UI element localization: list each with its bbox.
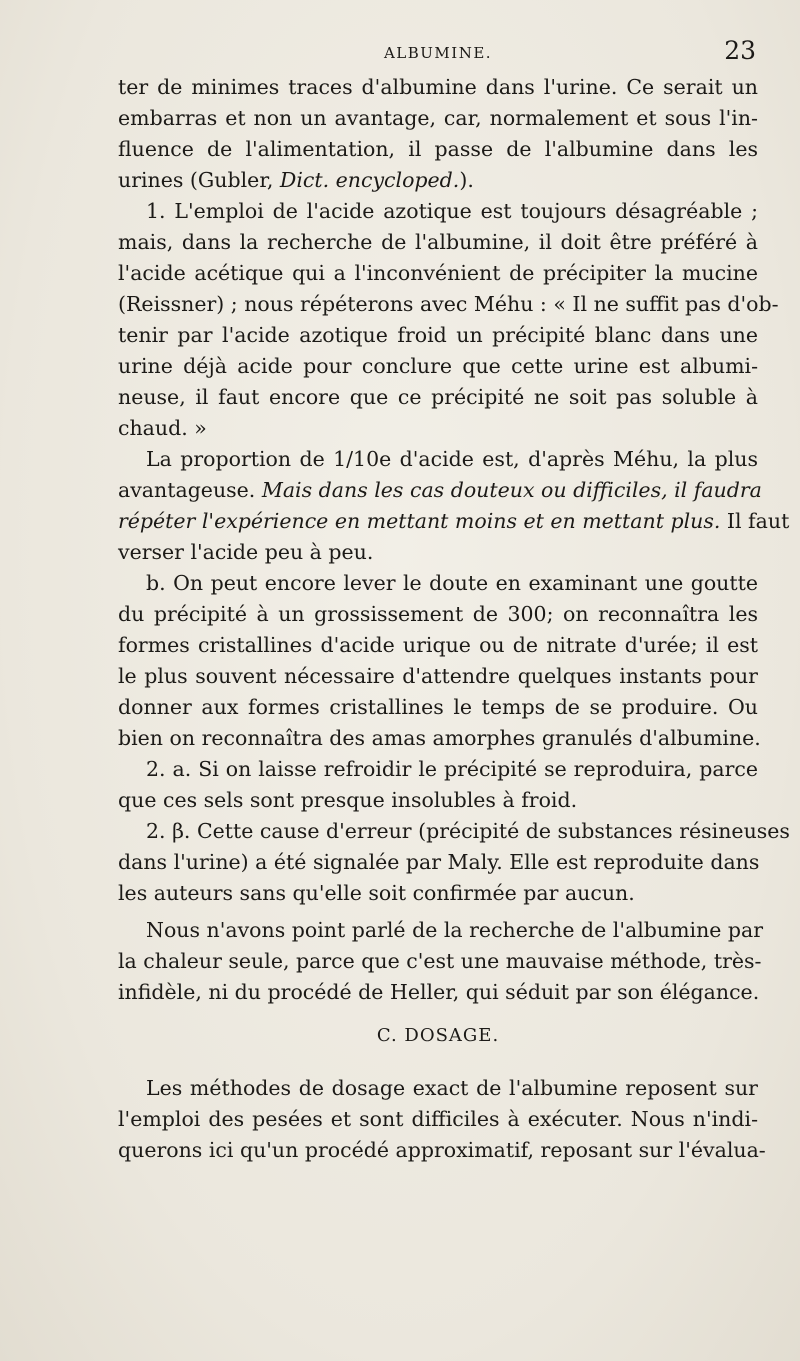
text-line: 2. β. Cette cause d'erreur (précipité de substances résineuses xyxy=(146,819,790,843)
text-line: urine déjà acide pour conclure que cette urine est albumi- xyxy=(118,354,758,378)
page-header xyxy=(118,36,758,76)
page-number: 23 xyxy=(724,36,756,65)
paragraph-7 xyxy=(118,915,764,1008)
text-line: formes cristallines d'acide urique ou de nitrate d'urée; il est xyxy=(118,633,758,657)
citation-italic: Dict. encycloped. xyxy=(279,168,460,192)
emphasis-italic: Mais dans les cas douteux ou difficiles, il faudra xyxy=(261,478,762,502)
text-line: La proportion de 1/10e d'acide est, d'après Méhu, la plus xyxy=(146,447,758,471)
paragraph-5 xyxy=(118,754,758,816)
text-line: mais, dans la recherche de l'albumine, il doit être préféré à xyxy=(118,230,758,254)
paragraph-3 xyxy=(118,444,790,568)
text-line: (Reissner) ; nous répéterons avec Méhu : « Il ne suffit pas d'ob- xyxy=(118,292,779,316)
text-line: donner aux formes cristallines le temps de se produire. Ou xyxy=(118,695,758,719)
text-line: 1. L'emploi de l'acide azotique est toujours désagréable ; xyxy=(146,199,758,223)
text-line: la chaleur seule, parce que c'est une mauvaise méthode, très- xyxy=(118,949,762,973)
text-line: chaud. » xyxy=(118,416,207,440)
text-line: b. On peut encore lever le doute en examinant une goutte xyxy=(146,571,758,595)
text-line: les auteurs sans qu'elle soit confirmée par aucun. xyxy=(118,881,635,905)
paragraph-2 xyxy=(118,196,779,444)
text-line: Nous n'avons point parlé de la recherche de l'albumine par xyxy=(146,918,764,942)
text-line: urines (Gubler, Dict. encycloped.). xyxy=(118,168,474,192)
text-line: dans l'urine) a été signalée par Maly. Elle est reproduite dans xyxy=(118,850,760,874)
text-line: verser l'acide peu à peu. xyxy=(118,540,374,564)
text-line: l'acide acétique qui a l'inconvénient de précipiter la mucine xyxy=(118,261,758,285)
running-head: ALBUMINE. xyxy=(383,44,493,62)
text-line: neuse, il faut encore que ce précipité ne soit pas soluble à xyxy=(118,385,758,409)
text-line: querons ici qu'un procédé approximatif, reposant sur l'évalua- xyxy=(118,1138,766,1162)
text-line: que ces sels sont presque insolubles à froid. xyxy=(118,788,578,812)
emphasis-italic: répéter l'expérience en mettant moins et en mettant plus. xyxy=(118,509,721,533)
text-line: tenir par l'acide azotique froid un précipité blanc dans une xyxy=(118,323,758,347)
paragraph-8 xyxy=(118,1073,766,1166)
paragraph-4 xyxy=(118,568,761,754)
text-line: le plus souvent nécessaire d'attendre quelques instants pour xyxy=(118,664,758,688)
text-line: ter de minimes traces d'albumine dans l'urine. Ce serait un xyxy=(118,75,758,99)
text-line: Les méthodes de dosage exact de l'albumine reposent sur xyxy=(146,1076,758,1100)
text-line: l'emploi des pesées et sont difficiles à exécuter. Nous n'indi- xyxy=(118,1107,758,1131)
text-line: répéter l'expérience en mettant moins et en mettant plus. Il faut xyxy=(118,509,790,533)
text-line: du précipité à un grossissement de 300; on reconnaîtra les xyxy=(118,602,758,626)
text-line: fluence de l'alimentation, il passe de l'albumine dans les xyxy=(118,137,758,161)
text-line: 2. a. Si on laisse refroidir le précipité se reproduira, parce xyxy=(146,757,758,781)
paragraph-1 xyxy=(118,72,758,196)
page-body xyxy=(118,72,790,1166)
text-line: avantageuse. Mais dans les cas douteux ou difficiles, il faudra xyxy=(118,478,762,502)
text-line: bien on reconnaîtra des amas amorphes granulés d'albumine. xyxy=(118,726,761,750)
section-heading: C. DOSAGE. xyxy=(376,1025,500,1046)
text-line: infidèle, ni du procédé de Heller, qui séduit par son élégance. xyxy=(118,980,760,1004)
paragraph-6 xyxy=(118,816,790,909)
text-line: embarras et non un avantage, car, normalement et sous l'in- xyxy=(118,106,758,130)
